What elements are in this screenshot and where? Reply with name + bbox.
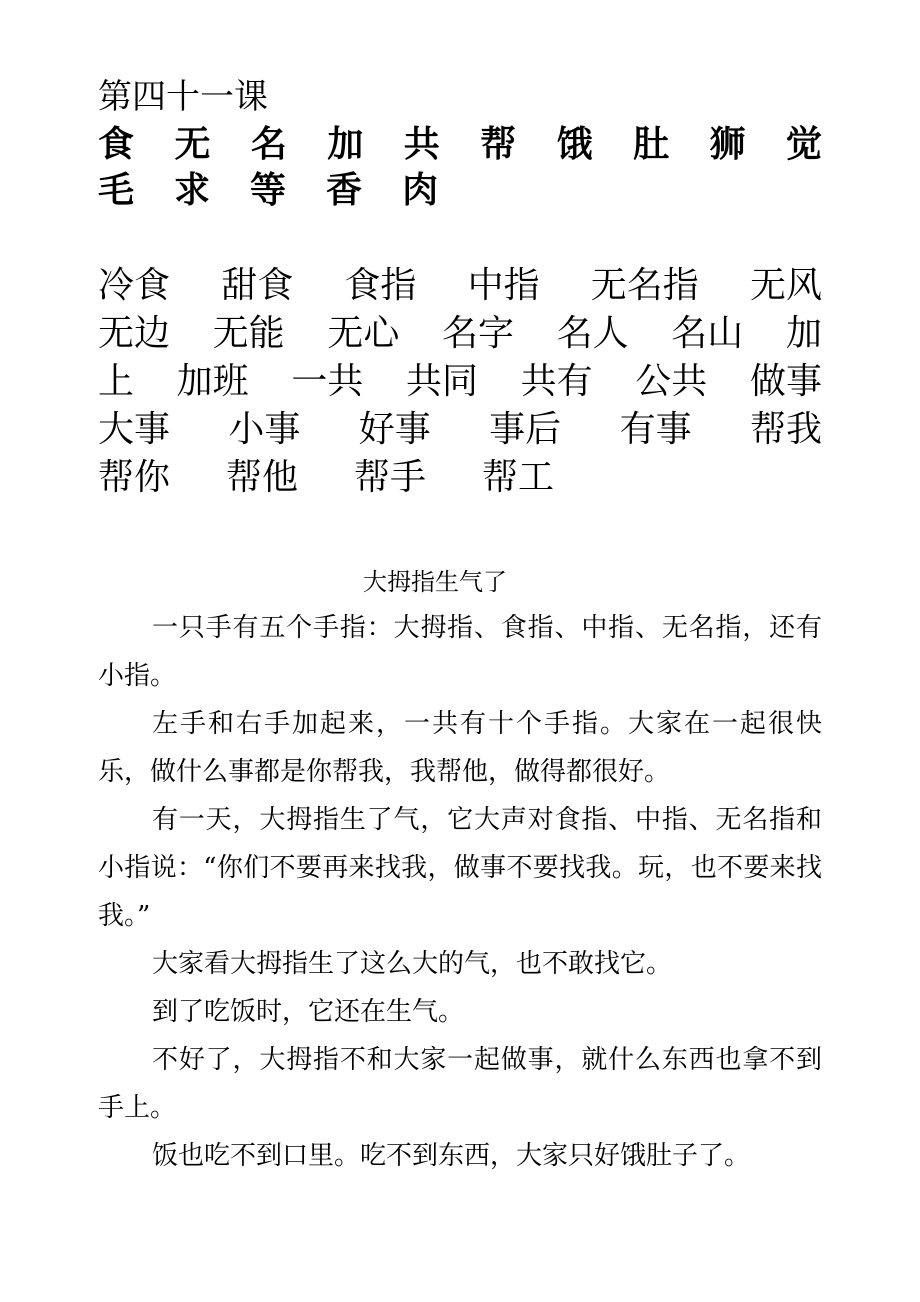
vocab-word: 名字 xyxy=(441,313,514,354)
vocab-row xyxy=(98,454,822,502)
new-characters-row-2 xyxy=(98,168,822,214)
character: 肉 xyxy=(402,170,439,211)
vocab-word: 食指 xyxy=(344,265,417,306)
vocab-word: 名山 xyxy=(671,313,744,354)
character: 等 xyxy=(250,170,287,211)
vocab-word: 事后 xyxy=(489,409,562,450)
story-title: 大拇指生气了 xyxy=(363,568,507,596)
vocab-row xyxy=(98,406,822,454)
vocab-word: 无心 xyxy=(327,313,400,354)
vocab-word: 公共 xyxy=(635,361,708,402)
vocab-word: 甜食 xyxy=(221,265,294,306)
vocab-word: 无边 xyxy=(98,313,171,354)
vocab-word: 共有 xyxy=(520,361,593,402)
character: 香 xyxy=(326,170,363,211)
lesson-title: 第四十一课 xyxy=(98,77,268,117)
vocab-word: 一共 xyxy=(291,361,364,402)
vocab-word: 无名指 xyxy=(590,265,699,306)
character: 食 xyxy=(98,124,135,165)
vocab-word: 无风 xyxy=(749,265,822,306)
story-paragraph: 大家看大拇指生了这么大的气，也不敢找它。 xyxy=(152,949,673,979)
new-characters-row-1 xyxy=(98,122,822,168)
story-body xyxy=(98,604,822,1180)
story-paragraph: 不好了，大拇指不和大家一起做事，就什么东西也拿不到手上。 xyxy=(98,1045,822,1123)
vocab-word: 共同 xyxy=(405,361,478,402)
character: 共 xyxy=(403,124,440,165)
character: 加 xyxy=(327,124,364,165)
vocab-row xyxy=(98,358,822,406)
character: 肚 xyxy=(633,124,670,165)
story-paragraph: 左手和右手加起来，一共有十个手指。大家在一起很快乐，做什么事都是你帮我，我帮他，做得都很好。 xyxy=(98,709,822,787)
character: 狮 xyxy=(709,124,746,165)
vocabulary-list xyxy=(98,262,822,502)
vocab-word: 上 xyxy=(98,361,135,402)
vocab-word: 帮你 xyxy=(98,457,171,498)
vocab-row xyxy=(98,262,822,310)
vocab-word: 帮手 xyxy=(354,457,427,498)
vocab-word: 帮他 xyxy=(226,457,299,498)
vocab-word: 大事 xyxy=(98,409,171,450)
vocab-word: 好事 xyxy=(358,409,431,450)
story-paragraph: 有一天，大拇指生了气，它大声对食指、中指、无名指和小指说：“你们不要再来找我，做事不要找我。玩，也不要来找我。” xyxy=(98,805,822,931)
vocab-word: 帮工 xyxy=(482,457,555,498)
vocab-word: 帮我 xyxy=(749,409,822,450)
vocab-word: 冷食 xyxy=(98,265,171,306)
vocab-word: 名人 xyxy=(556,313,629,354)
story-paragraph: 一只手有五个手指：大拇指、食指、中指、无名指，还有小指。 xyxy=(98,613,822,691)
document-page xyxy=(98,72,822,1180)
vocab-row xyxy=(98,310,822,358)
character: 名 xyxy=(250,124,287,165)
character: 饿 xyxy=(556,124,593,165)
vocab-word: 加班 xyxy=(176,361,249,402)
character: 毛 xyxy=(98,170,135,211)
vocab-word: 做事 xyxy=(749,361,822,402)
character: 无 xyxy=(174,124,211,165)
character: 帮 xyxy=(480,124,517,165)
vocab-word: 无能 xyxy=(212,313,285,354)
vocab-word: 小事 xyxy=(228,409,301,450)
story-paragraph: 饭也吃不到口里。吃不到东西，大家只好饿肚子了。 xyxy=(152,1141,751,1171)
character: 觉 xyxy=(785,124,822,165)
vocab-word: 有事 xyxy=(619,409,692,450)
character: 求 xyxy=(174,170,211,211)
vocab-word: 加 xyxy=(785,313,822,354)
vocab-word: 中指 xyxy=(467,265,540,306)
story-paragraph: 到了吃饭时，它还在生气。 xyxy=(152,997,465,1027)
